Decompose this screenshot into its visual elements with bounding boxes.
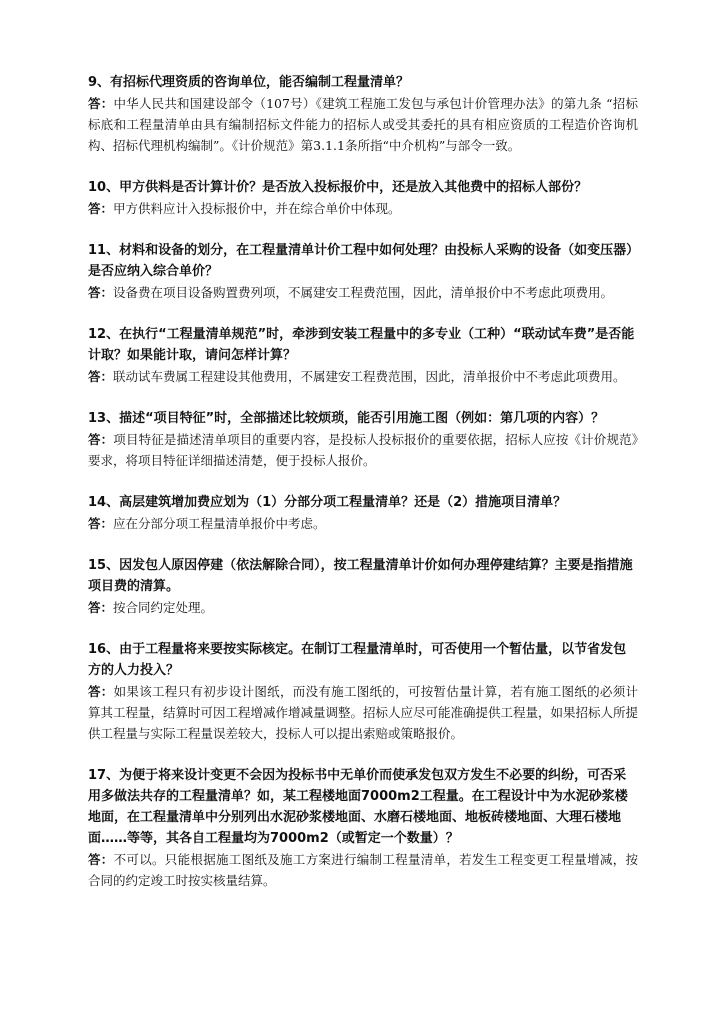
qa-item-15 <box>88 555 638 618</box>
qa-item-14 <box>88 492 638 534</box>
answer-text: 项目特征是描述清单项目的重要内容，是投标人投标报价的重要依据，招标人应按《计价规范》要求，将项目特征详细描述清楚，便于投标人报价。 <box>88 432 638 468</box>
question: 14、高层建筑增加费应划为（1）分部分项工程量清单？还是（2）措施项目清单？ <box>88 495 567 510</box>
answer <box>88 681 638 744</box>
answer-text: 应在分部分项工程量清单报价中考虑。 <box>113 516 326 531</box>
qa-item-16 <box>88 639 638 744</box>
answer <box>88 93 638 156</box>
answer-text: 如果该工程只有初步设计图纸，而没有施工图纸的，可按暂估量计算，若有施工图纸的必须计算其工程量，结算时可因工程增减作增减量调整。招标人应尽可能准确提供工程量，如果招标人所提供工程量与实际工程量误差较大，投标人可以提出索赔或策略报价。 <box>88 684 639 741</box>
qa-item-13 <box>88 408 638 471</box>
question: 13、描述“项目特征”时，全部描述比较烦琐，能否引用施工图（例如：第几项的内容）？ <box>88 411 605 426</box>
question: 12、在执行“工程量清单规范”时，牵涉到安装工程量中的多专业（工种）“联动试车费”是否能计取？如果能计取，请问怎样计算？ <box>88 327 635 363</box>
answer <box>88 282 638 303</box>
answer-label: 答： <box>88 852 114 867</box>
answer-label: 答： <box>88 201 114 216</box>
question: 15、因发包人原因停建（依法解除合同），按工程量清单计价如何办理停建结算？主要是指措施项目费的清算。 <box>88 558 633 594</box>
answer-label: 答： <box>88 285 114 300</box>
answer <box>88 597 638 618</box>
answer <box>88 198 638 219</box>
answer-label: 答： <box>88 369 114 384</box>
answer-text: 中华人民共和国建设部令（107号）《建筑工程施工发包与承包计价管理办法》的第九条 “招标标底和工程量清单由具有编制招标文件能力的招标人或受其委托的具有相应资质的工程造价咨询机构、招标代理机构编制”。《计价规范》第3.1.1条所指“中介机构”与部令一致。 <box>88 96 638 153</box>
question: 17、为便于将来设计变更不会因为投标书中无单价而使承发包双方发生不必要的纠纷，可否采用多做法共存的工程量清单？如，某工程楼地面7000m2工程量。在工程设计中为水泥砂浆楼地面，在工程量清单中分别列出水泥砂浆楼地面、水磨石楼地面、地板砖楼地面、大理石楼地面……等等，其各自工程量均为7000m2（或暂定一个数量）？ <box>88 768 628 846</box>
answer-text: 联动试车费属工程建设其他费用，不属建安工程费范围，因此，清单报价中不考虑此项费用。 <box>113 369 626 384</box>
question: 10、甲方供料是否计算计价？是否放入投标报价中，还是放入其他费中的招标人部份？ <box>88 180 588 195</box>
answer <box>88 849 638 891</box>
qa-item-10 <box>88 177 638 219</box>
answer-label: 答： <box>88 432 114 447</box>
question: 9、有招标代理资质的咨询单位，能否编制工程量清单？ <box>88 75 410 90</box>
answer <box>88 366 638 387</box>
document-page <box>88 72 638 912</box>
qa-item-17 <box>88 765 638 891</box>
answer-text: 不可以。只能根据施工图纸及施工方案进行编制工程量清单，若发生工程变更工程量增减，按合同的约定竣工时按实核量结算。 <box>88 852 638 888</box>
qa-item-9 <box>88 72 638 156</box>
question: 16、由于工程量将来要按实际核定。在制订工程量清单时，可否使用一个暂估量，以节省发包方的人力投入？ <box>88 642 627 678</box>
answer-text: 设备费在项目设备购置费列项，不属建安工程费范围，因此，清单报价中不考虑此项费用。 <box>113 285 614 300</box>
answer-text: 按合同约定处理。 <box>113 600 214 615</box>
answer-text: 甲方供料应计入投标报价中，并在综合单价中体现。 <box>113 201 401 216</box>
question: 11、材料和设备的划分，在工程量清单计价工程中如何处理？由投标人采购的设备（如变压器）是否应纳入综合单价？ <box>88 243 633 279</box>
answer-label: 答： <box>88 600 114 615</box>
answer <box>88 513 638 534</box>
answer-label: 答： <box>88 684 114 699</box>
answer-label: 答： <box>88 516 114 531</box>
qa-item-12 <box>88 324 638 387</box>
qa-item-11 <box>88 240 638 303</box>
answer-label: 答： <box>88 96 114 111</box>
answer <box>88 429 638 471</box>
